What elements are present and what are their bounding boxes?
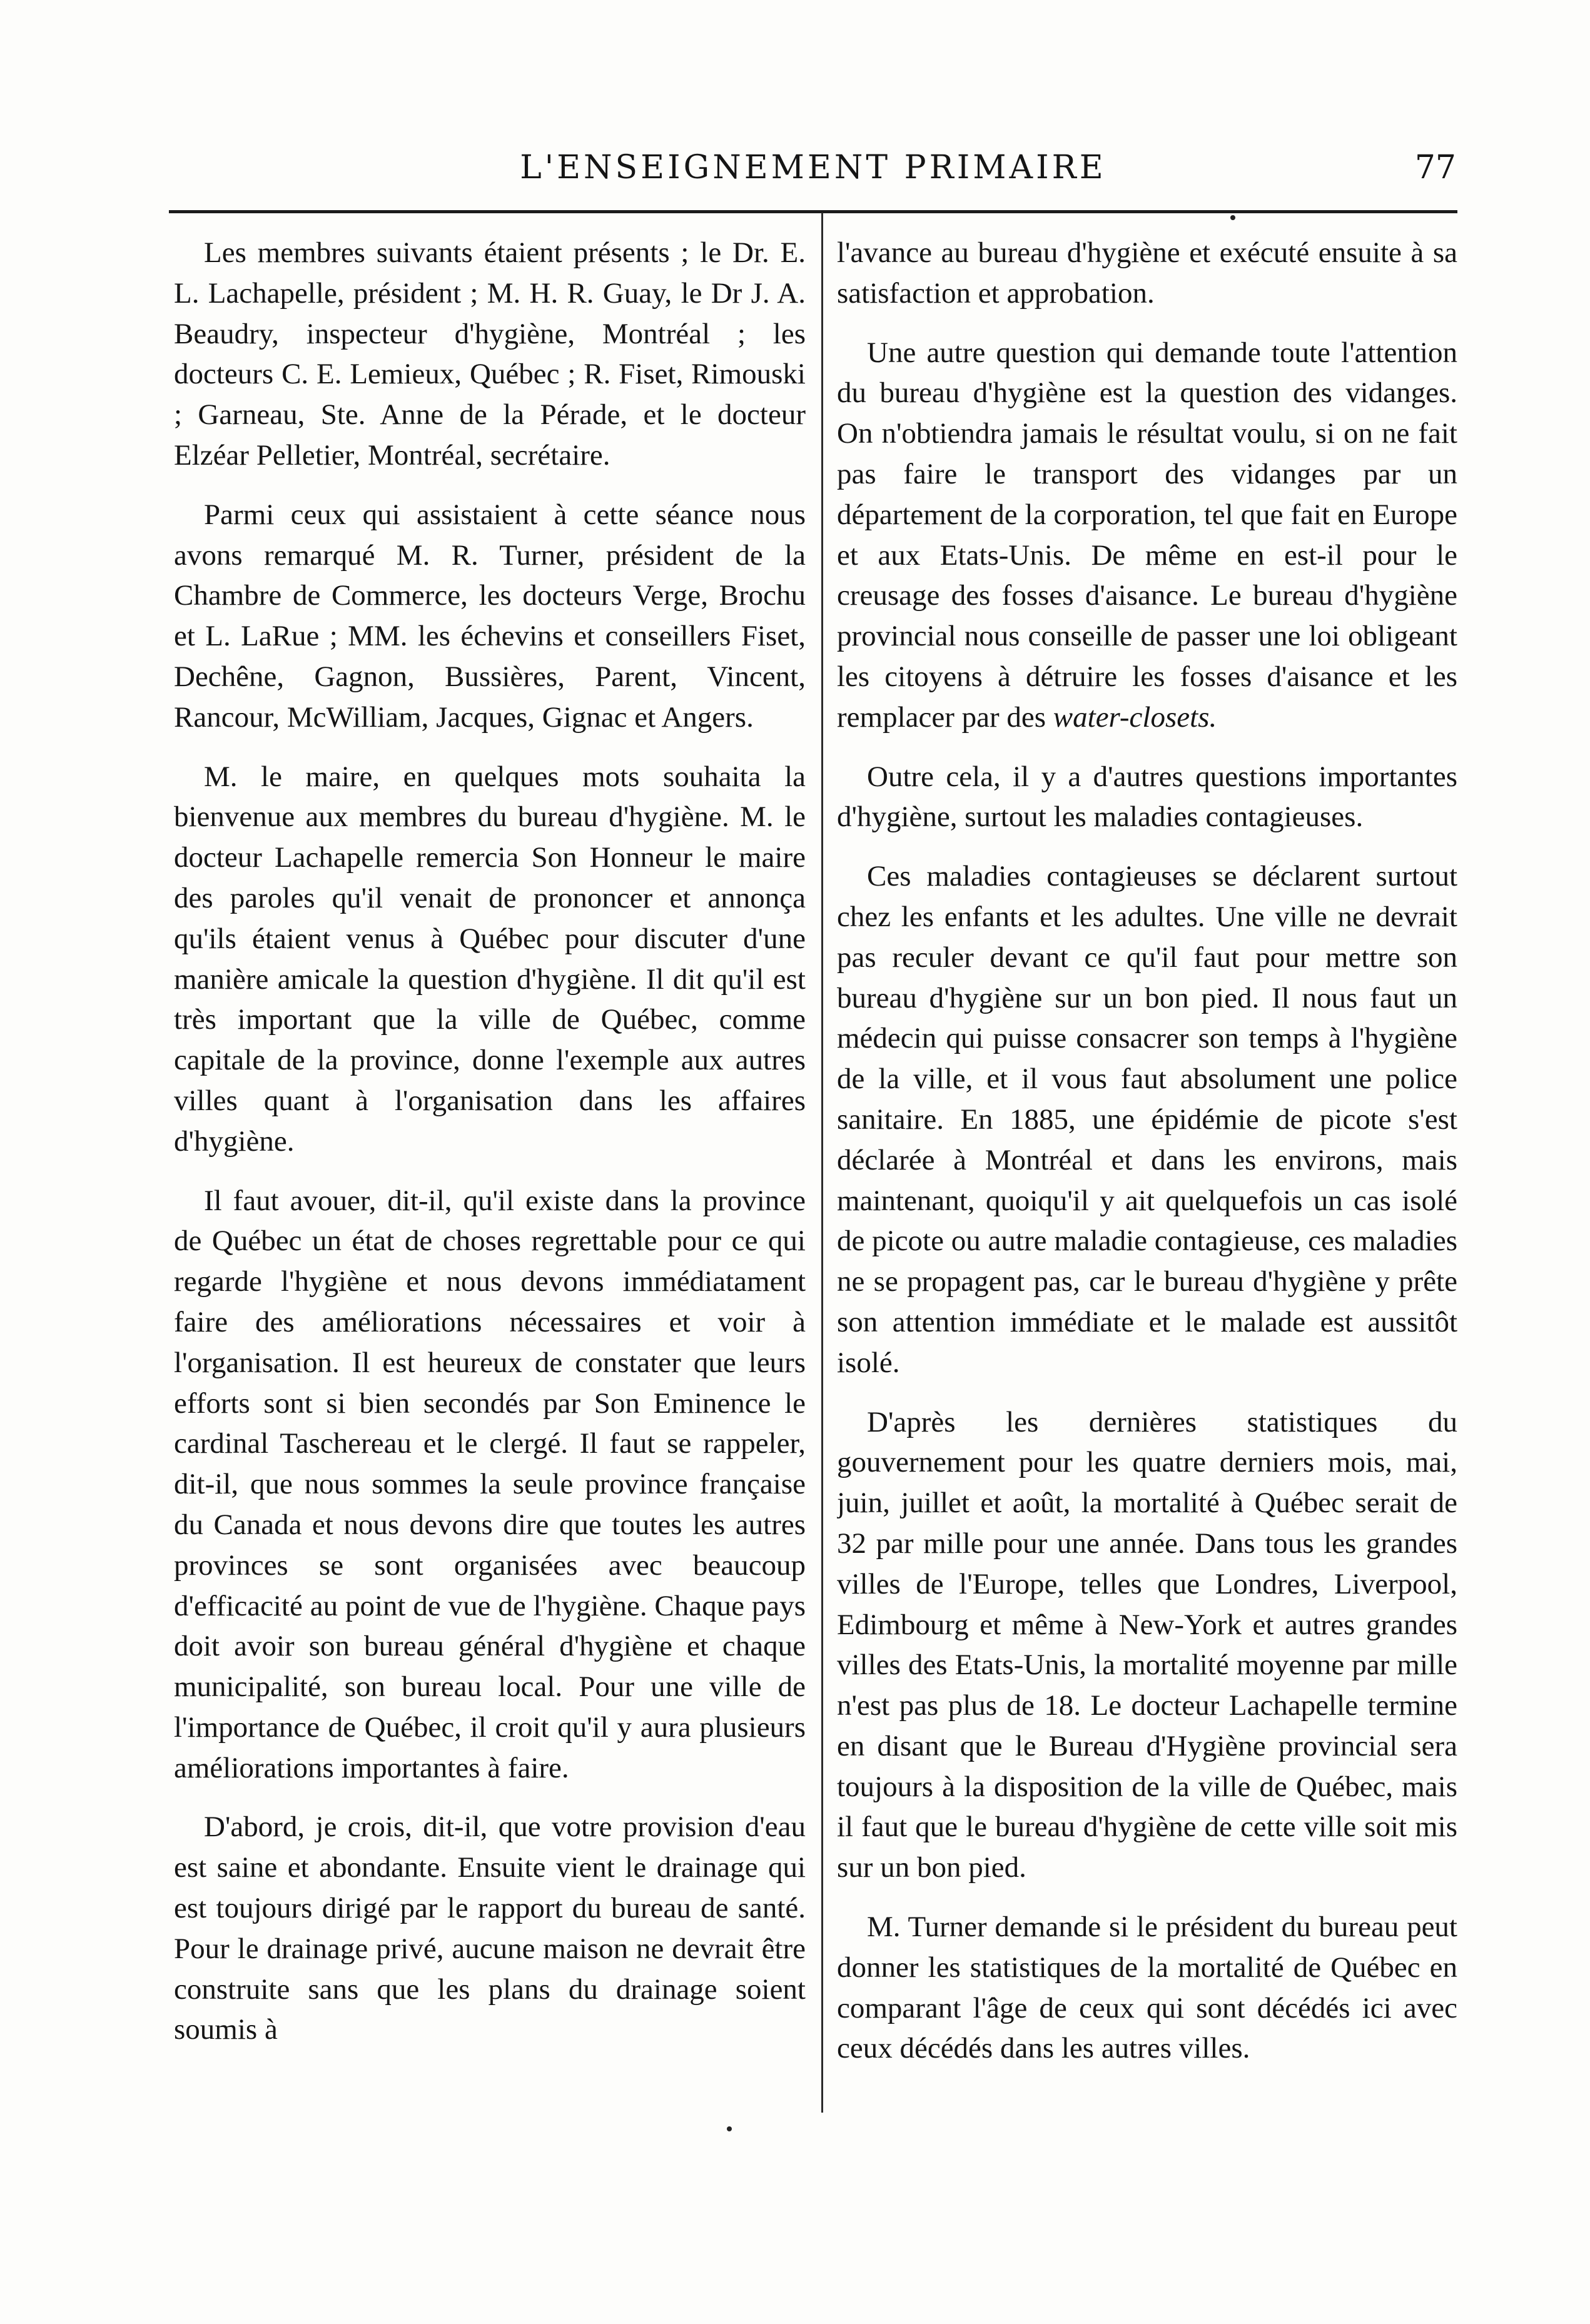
- paragraph-contagious: Ces maladies contagieuses se déclarent surtout chez les enfants et les adultes. Une ville ne devrait pas reculer devant ce qu'il faut pour mettre son bureau d'hygiène sur un bon pied. Il nous faut un médecin qui puisse consacrer son temps à l'hygiène de la ville, et il vous faut absolument une police sanitaire. En 1885, une épidémie de picote s'est déclarée à Montréal et dans les environs, mais maintenant, quoiqu'il y ait quelquefois un cas isolé de picote ou autre maladie contagieuse, ces maladies ne se propagent pas, car le bureau d'hygiène y prête son attention immédiate et le malade est aussitôt isolé.: [837, 860, 1457, 1379]
- paragraph-welcome: M. le maire, en quelques mots souhaita la bienvenue aux membres du bureau d'hygiène. M. le docteur Lachapelle remercia Son Honneur le maire des paroles qu'il venait de prononcer et annonça qu'ils étaient venus à Québec pour discuter d'une manière amicale la question d'hygiène. Il dit qu'il est très important que la ville de Québec, comme capitale de la province, donne l'exemple aux autres villes quant à l'organisation dans les affaires d'hygiène.: [174, 760, 806, 1158]
- running-head: L'ENSEIGNEMENT PRIMAIRE: [520, 149, 1106, 186]
- vidanges-text: Une autre question qui demande toute l'attention du bureau d'hygiène est la question des vidanges. On n'obtiendra jamais le résultat voulu, si on ne fait pas faire le transport des vidanges par un département de la corporation, tel que fait en Europe et aux Etats-Unis. De même en est-il pour le creusage des fosses d'aisance. Le bureau d'hygiène provincial nous conseille de passer une loi obligeant les citoyens à détruire les fosses d'aisance et les remplacer par des: [837, 336, 1457, 734]
- page-number: 77: [1414, 149, 1456, 186]
- paragraph-attendees: Les membres suivants étaient présents ; le Dr. E. L. Lachapelle, président ; M. H. R. Guay, le Dr J. A. Beaudry, inspecteur d'hygiène, Montréal ; les docteurs C. E. Lemieux, Québec ; R. Fiset, Rimouski ; Garneau, Ste. Anne de la Pérade, et le docteur Elzéar Pelletier, Montréal, secrétaire.: [174, 236, 806, 472]
- column-mark-top: [1230, 215, 1235, 220]
- paragraph-other-questions: Outre cela, il y a d'autres questions importantes d'hygiène, surtout les maladies contagieuses.: [837, 760, 1457, 834]
- page-header: [169, 145, 1457, 195]
- column-divider: [821, 213, 823, 2113]
- paragraph-vidanges: [837, 333, 1457, 738]
- paragraph-continuation: l'avance au bureau d'hygiène et exécuté ensuite à sa satisfaction et approbation.: [837, 236, 1457, 310]
- paragraph-province-hygiene: Il faut avouer, dit-il, qu'il existe dans la province de Québec un état de choses regrettable pour ce qui regarde l'hygiène et nous devons immédiatament faire des améliorations nécessaires et voir à l'organisation. Il est heureux de constater que leurs efforts sont si bien secondés par Son Eminence le cardinal Taschereau et le clergé. Il faut se rappeler, dit-il, que nous sommes la seule province française du Canada et nous devons dire que toutes les autres provinces se sont organisées avec beaucoup d'efficacité au point de vue de l'hygiène. Chaque pays doit avoir son bureau général d'hygiène et chaque municipalité, son bureau local. Pour une ville de l'importance de Québec, il croit qu'il y aura plusieurs améliorations importantes à faire.: [174, 1184, 806, 1784]
- paragraph-turner: M. Turner demande si le président du bureau peut donner les statistiques de la mortalité de Québec en comparant l'âge de ceux qui sont décédés ici avec ceux décédés dans les autres villes.: [837, 1911, 1457, 2065]
- header-rule: [169, 210, 1457, 213]
- right-column: [837, 233, 1457, 2140]
- paragraph-guests: Parmi ceux qui assistaient à cette séance nous avons remarqué M. R. Turner, président de la Chambre de Commerce, les docteurs Verge, Brochu et L. LaRue ; MM. les échevins et conseillers Fiset, Dechêne, Gagnon, Bussières, Parent, Vincent, Rancour, McWilliam, Jacques, Gignac et Angers.: [174, 498, 806, 734]
- italic-term: water-closets.: [1053, 700, 1217, 734]
- left-column: [174, 233, 806, 2140]
- paragraph-water-drainage: D'abord, je crois, dit-il, que votre provision d'eau est saine et abondante. Ensuite vient le drainage qui est toujours dirigé par le rapport du bureau de santé. Pour le drainage privé, aucune maison ne devrait être construite sans que les plans du drainage soient soumis à: [174, 1811, 806, 2046]
- paragraph-statistics: D'après les dernières statistiques du gouvernement pour les quatre derniers mois, mai, juin, juillet et août, la mortalité à Québec serait de 32 par mille pour une année. Dans tous les grandes villes de l'Europe, telles que Londres, Liverpool, Edimbourg et même à New-York et autres grandes villes des Etats-Unis, la mortalité moyenne par mille n'est pas plus de 18. Le docteur Lachapelle termine en disant que le Bureau d'Hygiène provincial sera toujours à la disposition de la ville de Québec, mais il faut que le bureau d'hygiène de cette ville soit mis sur un bon pied.: [837, 1405, 1457, 1884]
